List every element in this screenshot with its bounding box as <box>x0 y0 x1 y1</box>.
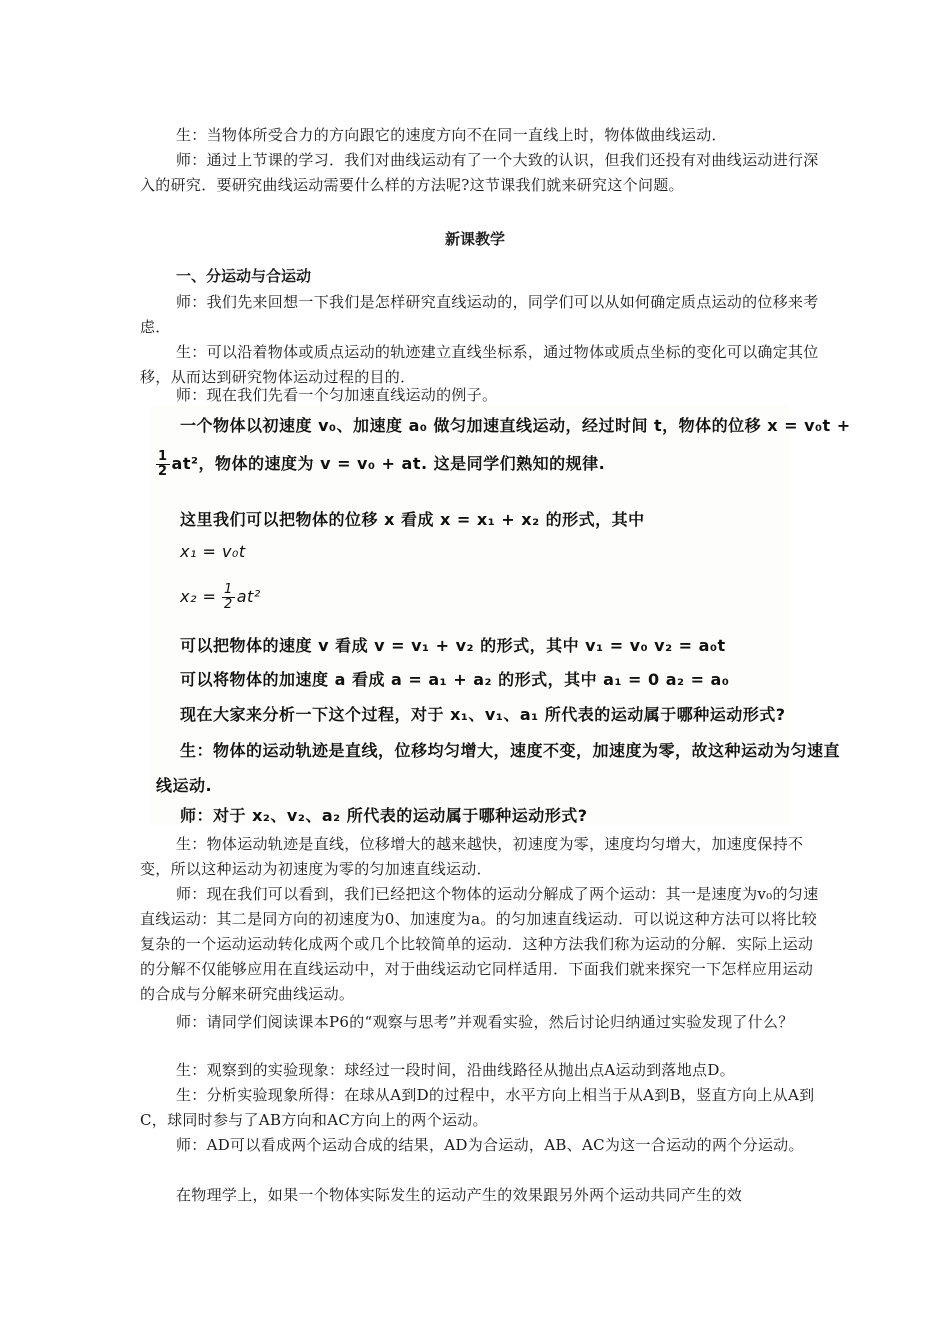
scanned-textbook-excerpt <box>150 405 851 825</box>
paragraph-student-analysis: 生：分析实验现象所得：在球从A到D的过程中，水平方向上相当于从A到B，竖直方向上从A到C，球同时参与了AB方向和AC方向上的两个运动。 <box>140 1086 815 1129</box>
scan-line-1: 一个物体以初速度 v₀、加速度 a₀ 做匀加速直线运动，经过时间 t，物体的位移 x = v₀t + <box>180 416 851 435</box>
paragraph-teacher-recall: 师：我们先来回想一下我们是怎样研究直线运动的，同学们可以从如何确定质点运动的位移来考虑． <box>140 293 819 336</box>
paragraph-physics-definition: 在物理学上，如果一个物体实际发生的运动产生的效果跟另外两个运动共同产生的效 <box>176 1186 743 1204</box>
intro-paragraph-2: 师：通过上节课的学习．我们对曲线运动有了一个大致的认识，但我们还投有对曲线运动进行深入的研究．要研究曲线运动需要什么样的方法呢?这节课我们就来研究这个问题。 <box>140 151 819 194</box>
paragraph-teacher-example: 师：现在我们先看一个匀加速直线运动的例子。 <box>176 386 498 404</box>
scan-line-5: x₂ = $\frac{1}{2}$ at² <box>180 582 261 612</box>
fraction-half: $\frac{1}{2}$ <box>158 449 168 479</box>
scan-line-2: $\frac{1}{2}$ at²，物体的速度为 v = v₀ + at. 这是同学们熟知的规律. <box>158 449 606 479</box>
scan-line-7: 可以将物体的加速度 a 看成 a = a₁ + a₂ 的形式，其中 a₁ = 0 a₂ = a₀ <box>180 670 730 689</box>
scan-line-8: 现在大家来分析一下这个过程，对于 x₁、v₁、a₁ 所代表的运动属于哪种运动形式? <box>180 705 786 724</box>
scan-line-4: x₁ = v₀t <box>180 542 246 561</box>
fraction-half-2: $\frac{1}{2}$ <box>223 582 233 612</box>
paragraph-teacher-decomposition: 师：现在我们可以看到，我们已经把这个物体的运动分解成了两个运动：其一是速度为v₀的匀速直线运动：其二是同方向的初速度为0、加速度为a。的匀加速直线运动．可以说这种方法可以将比较复杂的一个运动运动转化成两个或几个比较简单的运动．这种方法我们称为运动的分解．实际上运动的分解不仅能够应用在直线运动中，对于曲线运动它同样适用．下面我们就来探究一下怎样应用运动的合成与分解来研究曲线运动。 <box>140 885 819 1003</box>
scan-line-3: 这里我们可以把物体的位移 x 看成 x = x₁ + x₂ 的形式，其中 <box>180 510 645 529</box>
heading-fen-yundong: 一、分运动与合运动 <box>176 267 312 285</box>
section-title: 新课教学 <box>444 230 505 248</box>
paragraph-student-observation: 生：观察到的实验现象：球经过一段时间，沿曲线路径从抛出点A运动到落地点D。 <box>176 1061 735 1079</box>
paragraph-teacher-read-textbook: 师：请同学们阅读课本P6的“观察与思考”并观看实验，然后讨论归纳通过实验发现了什么？ <box>176 1013 794 1031</box>
paragraph-teacher-composition: 师：AD可以看成两个运动合成的结果，AD为合运动，AB、AC为这一合运动的两个分运动。 <box>176 1136 804 1154</box>
intro-paragraph-1: 生：当物体所受合力的方向跟它的速度方向不在同一直线上时，物体做曲线运动． <box>176 126 727 144</box>
scan-line-9: 生：物体的运动轨迹是直线，位移均匀增大，速度不变，加速度为零，故这种运动为匀速直 <box>180 741 841 760</box>
scan-line-10: 线运动. <box>156 776 213 795</box>
scan-line-6: 可以把物体的速度 v 看成 v = v₁ + v₂ 的形式，其中 v₁ = v₀ v₂ = a₀t <box>180 636 726 655</box>
scan-line-11: 师：对于 x₂、v₂、a₂ 所代表的运动属于哪种运动形式? <box>180 806 588 825</box>
paragraph-student-accelerated: 生：物体运动轨迹是直线，位移增大的越来越快，初速度为零，速度均匀增大，加速度保持不变，所以这种运动为初速度为零的匀加速直线运动． <box>140 835 804 878</box>
paragraph-student-coordinate: 生：可以沿着物体或质点运动的轨迹建立直线坐标系，通过物体或质点坐标的变化可以确定其位移，从而达到研究物体运动过程的目的． <box>140 343 819 386</box>
